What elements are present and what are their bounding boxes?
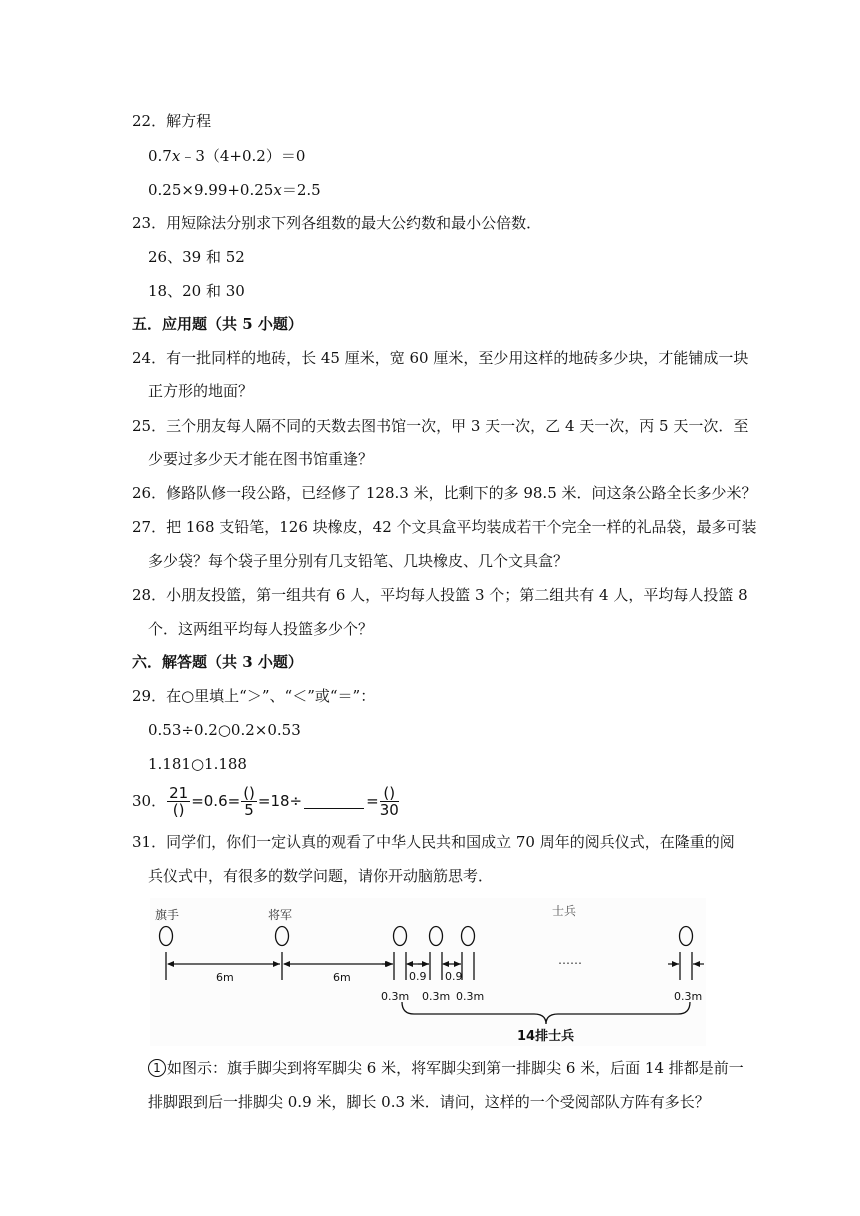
q27-number: 27． <box>132 518 167 536</box>
gap-label-1: 0.9 <box>409 970 427 983</box>
parade-diagram <box>150 898 706 1046</box>
q23-number: 23． <box>132 214 167 232</box>
q23-item-1: 26、39 和 52 <box>148 248 245 266</box>
foot-label-1: 0.3m <box>381 990 410 1003</box>
q30-line <box>132 784 400 818</box>
q31-text-1: 同学们，你们一定认真的观看了中华人民共和国成立 70 周年的阅兵仪式，在隆重的阅 <box>166 833 735 851</box>
dist-label-1: 6m <box>216 971 234 984</box>
ellipsis: …… <box>558 953 582 967</box>
q27-line-1 <box>132 517 757 537</box>
soldier-row-1-icon <box>394 927 407 946</box>
q25-text-1: 三个朋友每人隔不同的天数去图书馆一次，甲 3 天一次，乙 4 天一次，丙 5 天一次．至 <box>166 417 749 435</box>
q23-item-2: 18、20 和 30 <box>148 282 245 300</box>
eq1-part-b: ﹣3（4+0.2）＝0 <box>180 147 306 165</box>
foot-label-4: 0.3m <box>674 990 703 1003</box>
q28-line-1 <box>132 585 748 605</box>
q26-line-1 <box>132 483 757 503</box>
q22-equation-1 <box>148 146 305 166</box>
fraction-1-numerator: 21 <box>169 784 189 802</box>
section-6-title: 六．解答题（共 3 小题） <box>132 653 303 671</box>
eq2-part-a: 0.25×9.99+0.25 <box>148 181 274 199</box>
q29-title: 在○里填上“＞”、“＜”或“＝”： <box>166 687 376 705</box>
q22-number: 22． <box>132 112 167 130</box>
general-icon <box>276 927 289 946</box>
eq2-part-b: ＝2.5 <box>281 181 321 199</box>
label-flag-bearer: 旗手 <box>155 908 180 922</box>
eq1-part-a: 0.7 <box>148 147 172 165</box>
q30-fraction-3 <box>380 785 399 818</box>
q30-equals-1: =0.6= <box>191 792 241 810</box>
q31-line-1 <box>132 832 735 852</box>
q25-number: 25． <box>132 417 167 435</box>
q28-text-1: 小朋友投篮，第一组共有 6 人，平均每人投篮 3 个；第二组共有 4 人，平均每人投篮 8 <box>166 586 748 604</box>
q26-number: 26． <box>132 484 167 502</box>
gap-label-2: 0.9 <box>445 970 463 983</box>
q23-line <box>132 213 541 233</box>
q24-line-1 <box>132 348 748 368</box>
q22-title: 解方程 <box>166 112 212 130</box>
q31-number: 31． <box>132 833 167 851</box>
q30-number: 30． <box>132 792 167 810</box>
q25-line-2: 少要过多少天才能在图书馆重逢？ <box>148 450 374 468</box>
q27-text-1: 把 168 支铅笔，126 块橡皮，42 个文具盒平均装成若干个完全一样的礼品袋，最多可装 <box>166 518 757 536</box>
soldier-last-row-icon <box>680 927 693 946</box>
fraction-3-denominator: 30 <box>379 801 399 819</box>
q30-equals-2: =18÷ <box>257 792 303 810</box>
foot-label-3: 0.3m <box>456 990 485 1003</box>
q24-text-1: 有一批同样的地砖，长 45 厘米，宽 60 厘米，至少用这样的地砖多少块，才能铺成一块 <box>166 349 749 367</box>
q27-line-2: 多少袋？每个袋子里分别有几支铅笔、几块橡皮、几个文具盒？ <box>148 552 569 570</box>
q30-fraction-2 <box>241 785 257 818</box>
rows-label: 14排士兵 <box>517 1029 575 1044</box>
soldier-row-2-icon <box>430 927 443 946</box>
fraction-2-numerator: () <box>243 784 255 802</box>
label-general: 将军 <box>268 908 293 922</box>
q24-number: 24． <box>132 349 167 367</box>
q29-number: 29． <box>132 687 167 705</box>
section-5-title: 五．应用题（共 5 小题） <box>132 315 303 333</box>
label-soldier: 士兵 <box>552 904 577 918</box>
q30-equals-3: = <box>366 792 379 810</box>
q29-item-2: 1.181○1.188 <box>148 755 247 773</box>
flag-bearer-icon <box>160 927 173 946</box>
fraction-2-denominator: 5 <box>244 801 254 819</box>
q26-text-1: 修路队修一段公路，已经修了 128.3 米，比剩下的多 98.5 米．问这条公路全长多少米？ <box>166 484 757 502</box>
q22-line <box>132 111 211 131</box>
q30-answer-blank[interactable] <box>304 794 364 809</box>
q31-line-2: 兵仪式中，有很多的数学问题，请你开动脑筋思考． <box>148 867 494 885</box>
soldier-row-3-icon <box>462 927 475 946</box>
eq1-variable: x <box>171 147 181 165</box>
q28-number: 28． <box>132 586 167 604</box>
fraction-3-numerator: () <box>380 785 399 802</box>
q24-line-2: 正方形的地面？ <box>148 382 254 400</box>
foot-label-2: 0.3m <box>422 990 451 1003</box>
fraction-1-denominator: () <box>172 801 185 819</box>
q31-sub-line-1 <box>148 1058 744 1078</box>
dist-label-2: 6m <box>333 971 351 984</box>
q30-fraction-1 <box>167 785 190 818</box>
eq2-variable: x <box>273 181 282 199</box>
q29-line <box>132 686 375 706</box>
circled-number-1: 1 <box>148 1059 166 1077</box>
q28-line-2: 个．这两组平均每人投篮多少个？ <box>148 620 374 638</box>
q22-equation-2 <box>148 180 321 200</box>
q29-item-1: 0.53÷0.2○0.2×0.53 <box>148 721 301 739</box>
q31-sub-line-2: 排脚跟到后一排脚尖 0.9 米，脚长 0.3 米．请问，这样的一个受阅部队方阵有多长？ <box>148 1093 710 1111</box>
q31-sub-text-1: 如图示：旗手脚尖到将军脚尖 6 米，将军脚尖到第一排脚尖 6 米，后面 14 排都是前一 <box>167 1059 744 1077</box>
q25-line-1 <box>132 416 748 436</box>
q23-title: 用短除法分别求下列各组数的最大公约数和最小公倍数． <box>166 214 542 232</box>
rows-brace <box>402 1002 690 1024</box>
